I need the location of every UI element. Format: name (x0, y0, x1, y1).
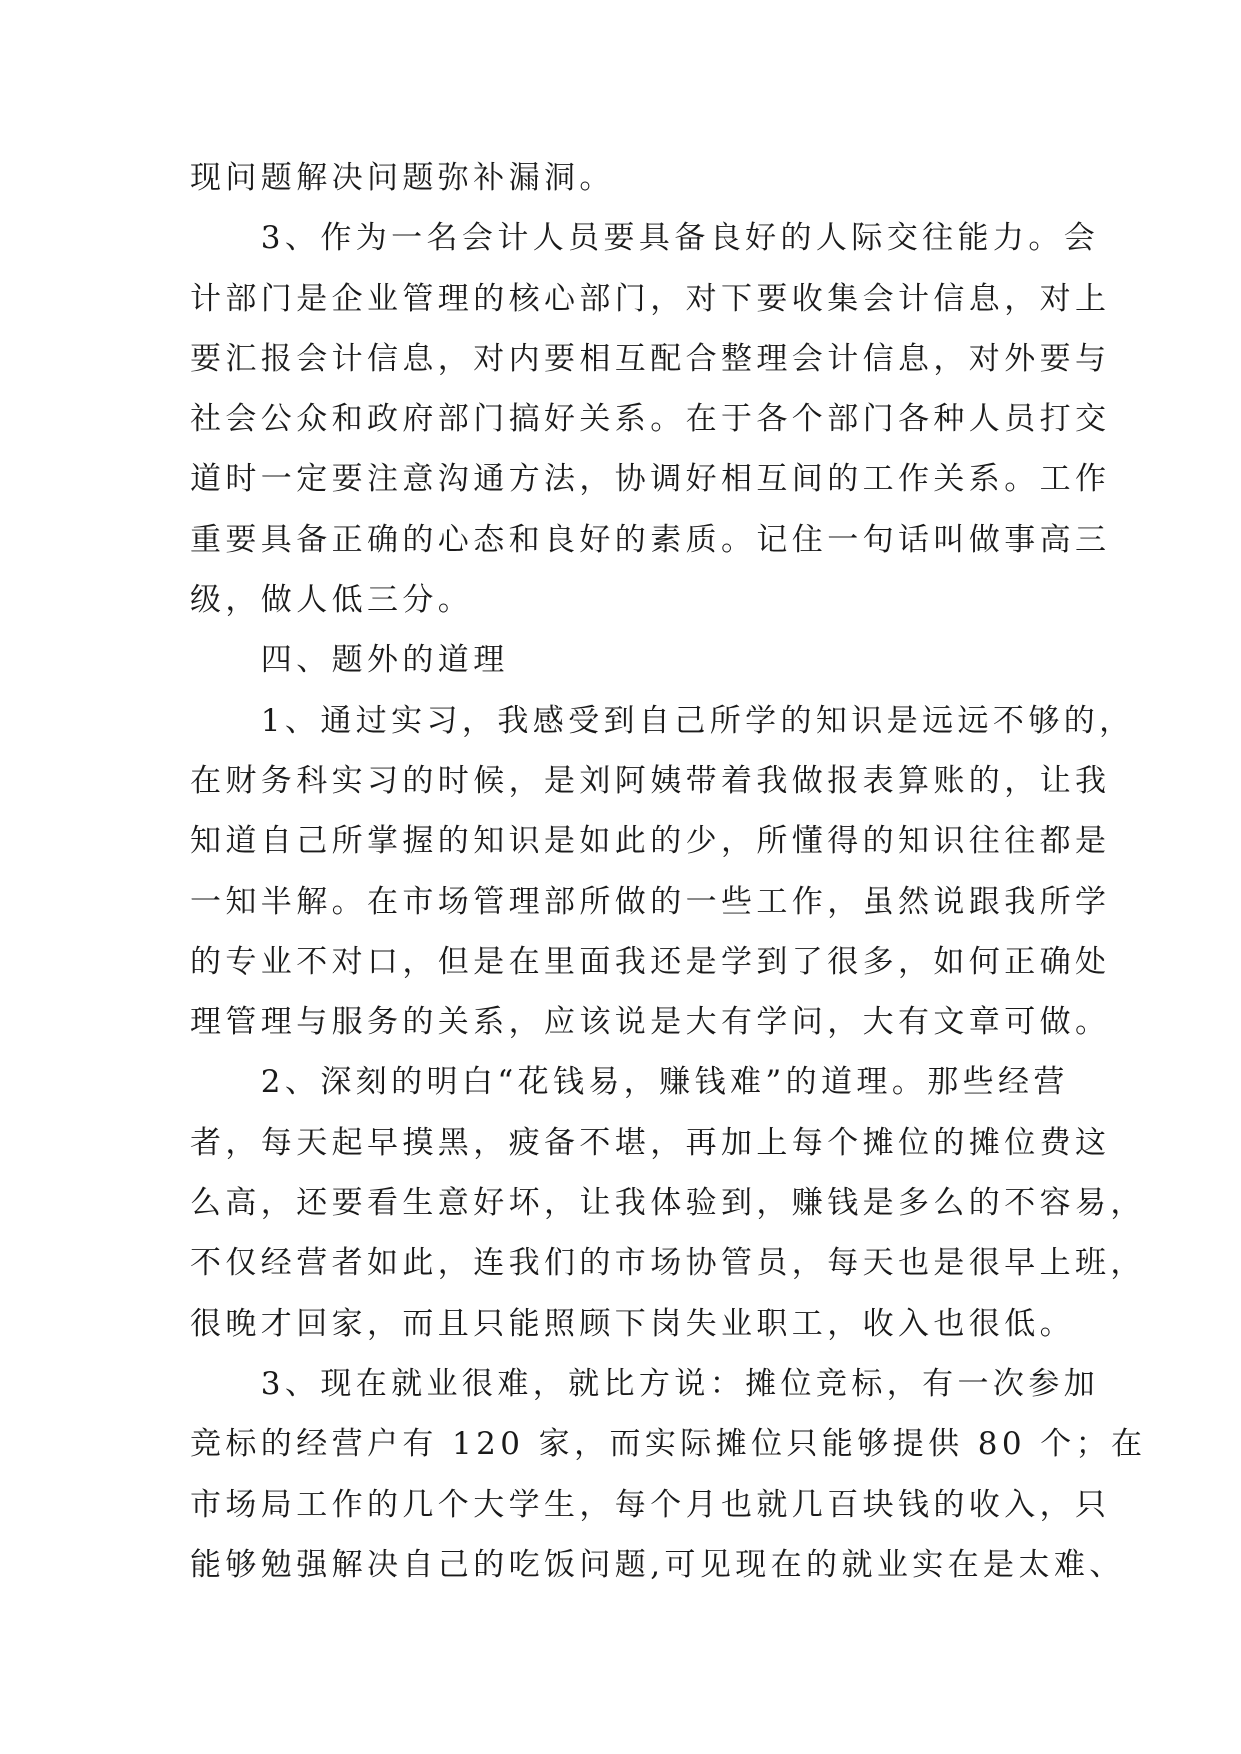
text-line: 理管理与服务的关系，应该说是大有学问，大有文章可做。 (190, 1004, 1111, 1041)
text-line: 要汇报会计信息，对内要相互配合整理会计信息，对外要与 (190, 340, 1111, 377)
text-line: 现问题解决问题弥补漏洞。 (190, 160, 615, 196)
text-line: 社会公众和政府部门搞好关系。在于各个部门各种人员打交 (190, 401, 1111, 438)
text-line: 么高，还要看生意好坏，让我体验到，赚钱是多么的不容易， (190, 1185, 1146, 1222)
text-line: 知道自己所掌握的知识是如此的少，所懂得的知识往往都是 (190, 823, 1111, 860)
document-body (190, 148, 1147, 1595)
text-line: 的专业不对口，但是在里面我还是学到了很多，如何正确处 (190, 943, 1111, 980)
text-line: 道时一定要注意沟通方法，协调好相互间的工作关系。工作 (190, 461, 1111, 498)
text-line: 级，做人低三分。 (190, 582, 474, 619)
text-line: 很晚才回家，而且只能照顾下岗失业职工，收入也很低。 (190, 1305, 1075, 1342)
text-line: 3、作为一名会计人员要具备良好的人际交往能力。会 (190, 220, 1100, 257)
text-line: 不仅经营者如此，连我们的市场协管员，每天也是很早上班， (190, 1245, 1146, 1282)
text-line: 竞标的经营户有 120 家，而实际摊位只能够提供 80 个；在 (190, 1426, 1147, 1463)
text-line: 计部门是企业管理的核心部门，对下要收集会计信息，对上 (190, 280, 1111, 317)
text-line: 者，每天起早摸黑，疲备不堪，再加上每个摊位的摊位费这 (190, 1124, 1111, 1161)
text-line: 2、深刻的明白“花钱易，赚钱难”的道理。那些经营 (190, 1064, 1069, 1101)
text-line: 重要具备正确的心态和良好的素质。记住一句话叫做事高三 (190, 521, 1111, 558)
text-line: 3、现在就业很难，就比方说：摊位竞标，有一次参加 (190, 1365, 1100, 1402)
text-line: 在财务科实习的时候，是刘阿姨带着我做报表算账的，让我 (190, 762, 1111, 799)
text-line: 一知半解。在市场管理部所做的一些工作，虽然说跟我所学 (190, 883, 1111, 920)
text-line: 1、通过实习，我感受到自己所学的知识是远远不够的， (190, 702, 1135, 739)
text-line: 市场局工作的几个大学生，每个月也就几百块钱的收入，只 (190, 1486, 1111, 1523)
section-heading: 四、题外的道理 (190, 642, 509, 679)
text-line: 能够勉强解决自己的吃饭问题,可见现在的就业实在是太难、 (190, 1546, 1125, 1583)
